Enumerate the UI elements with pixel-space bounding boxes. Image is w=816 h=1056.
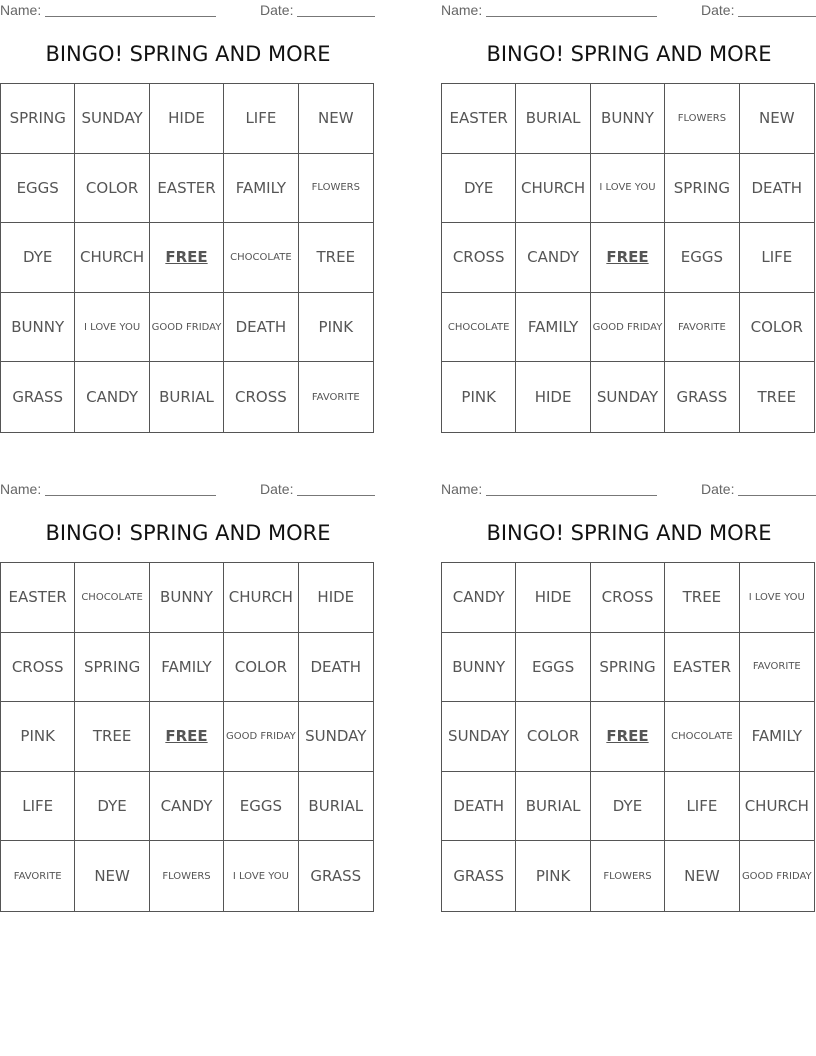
bingo-grid	[441, 83, 815, 433]
bingo-cell: CROSS	[442, 223, 516, 293]
date-line	[297, 481, 375, 496]
card-title: BINGO! SPRING AND MORE	[45, 521, 331, 545]
bingo-cell: CROSS	[591, 563, 665, 633]
bingo-grid	[0, 83, 374, 433]
bingo-cell: DYE	[1, 223, 75, 293]
bingo-cell: CHURCH	[516, 154, 590, 224]
bingo-cell: GOOD FRIDAY	[224, 702, 298, 772]
name-line	[45, 2, 216, 17]
bingo-cell: BUNNY	[591, 84, 665, 154]
bingo-cell: SUNDAY	[442, 702, 516, 772]
name-date-bar	[441, 2, 816, 20]
name-line	[486, 2, 657, 17]
bingo-cell: GOOD FRIDAY	[150, 293, 224, 363]
bingo-cell: CHOCOLATE	[224, 223, 298, 293]
bingo-cell: I LOVE YOU	[591, 154, 665, 224]
bingo-cell: BURIAL	[299, 772, 373, 842]
bingo-cell: EASTER	[150, 154, 224, 224]
bingo-cell: CHURCH	[740, 772, 814, 842]
bingo-grid	[0, 562, 374, 912]
bingo-cell: FAVORITE	[311, 391, 360, 403]
bingo-cell: EGGS	[224, 772, 298, 842]
date-line	[738, 481, 816, 496]
bingo-cell: GOOD FRIDAY	[741, 870, 812, 882]
free-space: FREE	[150, 702, 224, 772]
bingo-cell: SPRING	[665, 154, 739, 224]
bingo-cell: NEW	[665, 841, 739, 911]
bingo-cell: GRASS	[442, 841, 516, 911]
name-line	[45, 481, 216, 496]
bingo-cell: BURIAL	[516, 772, 590, 842]
name-date-bar	[0, 2, 376, 20]
bingo-cell: FAMILY	[150, 633, 224, 703]
bingo-cell: SPRING	[591, 633, 665, 703]
bingo-cell: CHURCH	[224, 563, 298, 633]
bingo-cell: BUNNY	[150, 563, 224, 633]
bingo-cell: I LOVE YOU	[224, 841, 298, 911]
bingo-cell: SUNDAY	[75, 84, 149, 154]
name-line	[486, 481, 657, 496]
bingo-cell: BURIAL	[516, 84, 590, 154]
bingo-cell: GRASS	[1, 362, 75, 432]
bingo-cell: I LOVE YOU	[75, 293, 149, 363]
name-label: Name:	[0, 481, 42, 497]
bingo-cell: I LOVE YOU	[740, 563, 814, 633]
bingo-cell: HIDE	[516, 563, 590, 633]
date-label: Date:	[260, 2, 294, 18]
card-title: BINGO! SPRING AND MORE	[486, 521, 772, 545]
bingo-cell: DYE	[591, 772, 665, 842]
bingo-cell: EGGS	[665, 223, 739, 293]
bingo-cell: CROSS	[224, 362, 298, 432]
bingo-cell: BUNNY	[1, 293, 75, 363]
bingo-cell: NEW	[299, 84, 373, 154]
bingo-cell: TREE	[75, 702, 149, 772]
bingo-cell: EGGS	[1, 154, 75, 224]
bingo-cell: FAVORITE	[740, 633, 814, 703]
date-line	[297, 2, 375, 17]
bingo-cell: EASTER	[1, 563, 75, 633]
bingo-cell: FAMILY	[740, 702, 814, 772]
name-date-bar	[0, 481, 376, 499]
name-label: Name:	[441, 481, 483, 497]
bingo-cell: HIDE	[299, 563, 373, 633]
bingo-cell: FLOWERS	[665, 84, 739, 154]
bingo-cell: LIFE	[665, 772, 739, 842]
bingo-cell: COLOR	[740, 293, 814, 363]
bingo-cell: FLOWERS	[591, 841, 665, 911]
bingo-cell: CHURCH	[75, 223, 149, 293]
date-label: Date:	[701, 481, 735, 497]
name-label: Name:	[0, 2, 42, 18]
bingo-cell: CANDY	[516, 223, 590, 293]
bingo-cell: DYE	[75, 772, 149, 842]
free-space: FREE	[591, 223, 665, 293]
date-label: Date:	[701, 2, 735, 18]
bingo-cell: CROSS	[1, 633, 75, 703]
bingo-cell: FAMILY	[224, 154, 298, 224]
bingo-cell: SPRING	[1, 84, 75, 154]
name-label: Name:	[441, 2, 483, 18]
bingo-cell: BUNNY	[442, 633, 516, 703]
bingo-cell: DEATH	[299, 633, 373, 703]
bingo-cell: EASTER	[442, 84, 516, 154]
bingo-cell: HIDE	[150, 84, 224, 154]
bingo-cell: NEW	[75, 841, 149, 911]
bingo-cell: LIFE	[224, 84, 298, 154]
bingo-cell: COLOR	[516, 702, 590, 772]
free-space: FREE	[150, 223, 224, 293]
bingo-cell: COLOR	[75, 154, 149, 224]
bingo-cell: FLOWERS	[150, 841, 224, 911]
bingo-cell: COLOR	[224, 633, 298, 703]
bingo-cell: FAVORITE	[1, 841, 75, 911]
bingo-cell: PINK	[299, 293, 373, 363]
bingo-cell: DYE	[442, 154, 516, 224]
name-date-bar	[441, 481, 816, 499]
bingo-cell: PINK	[442, 362, 516, 432]
bingo-cell: FAVORITE	[665, 293, 739, 363]
bingo-cell: CHOCOLATE	[442, 293, 516, 363]
bingo-cell: SUNDAY	[591, 362, 665, 432]
bingo-cell: TREE	[665, 563, 739, 633]
bingo-cell: DEATH	[740, 154, 814, 224]
bingo-cell: CHOCOLATE	[665, 702, 739, 772]
bingo-cell: GRASS	[665, 362, 739, 432]
bingo-cell: TREE	[299, 223, 373, 293]
date-label: Date:	[260, 481, 294, 497]
bingo-cell: NEW	[740, 84, 814, 154]
bingo-cell: CHOCOLATE	[75, 563, 149, 633]
bingo-cell: SUNDAY	[299, 702, 373, 772]
date-line	[738, 2, 816, 17]
bingo-cell: GOOD FRIDAY	[591, 293, 665, 363]
bingo-cell: LIFE	[1, 772, 75, 842]
bingo-cell: PINK	[516, 841, 590, 911]
card-title: BINGO! SPRING AND MORE	[486, 42, 772, 66]
bingo-cell: PINK	[1, 702, 75, 772]
bingo-cell: LIFE	[740, 223, 814, 293]
free-space: FREE	[591, 702, 665, 772]
bingo-cell: SPRING	[75, 633, 149, 703]
bingo-cell: FAMILY	[516, 293, 590, 363]
bingo-cell: BURIAL	[150, 362, 224, 432]
bingo-grid	[441, 562, 815, 912]
bingo-cell: HIDE	[516, 362, 590, 432]
bingo-cell: GRASS	[310, 867, 362, 886]
bingo-cell: EGGS	[516, 633, 590, 703]
bingo-cell: FLOWERS	[299, 154, 373, 224]
bingo-cell: CANDY	[150, 772, 224, 842]
bingo-cell: EASTER	[665, 633, 739, 703]
bingo-cell: CANDY	[442, 563, 516, 633]
bingo-cell: DEATH	[224, 293, 298, 363]
bingo-cell: CANDY	[75, 362, 149, 432]
bingo-cell: DEATH	[442, 772, 516, 842]
bingo-cell: TREE	[757, 388, 797, 407]
card-title: BINGO! SPRING AND MORE	[45, 42, 331, 66]
